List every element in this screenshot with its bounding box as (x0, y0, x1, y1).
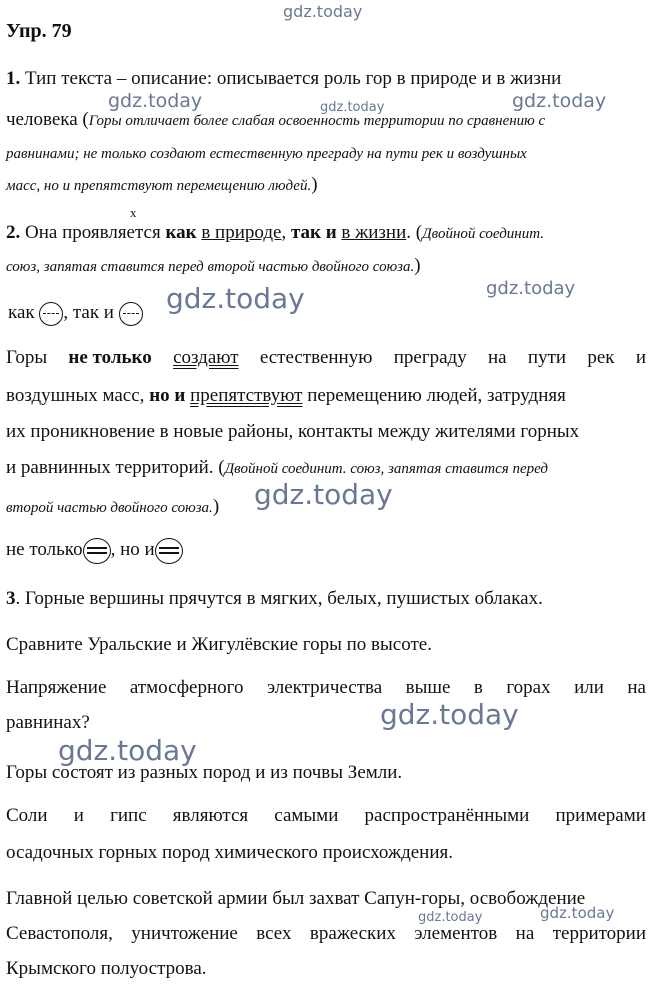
exercise-title: Упр. 79 (6, 20, 72, 42)
section-number: 1. (6, 68, 21, 89)
section-number: 3 (6, 588, 16, 609)
word: являются (172, 805, 249, 826)
text: ) (212, 496, 220, 517)
text: Сравните Уральские и Жигулёвские горы по высоте. (6, 634, 432, 655)
text: Она проявляется (25, 222, 166, 243)
watermark: gdz.today (320, 100, 385, 115)
section-3-sentence-4 (6, 760, 402, 786)
word: гипс (110, 805, 147, 826)
section-1-line-2 (6, 107, 545, 134)
text: равнинах? (6, 712, 90, 733)
watermark: gdz.today (108, 90, 203, 112)
underlined-member: в жизни (341, 222, 407, 243)
text: , (281, 222, 287, 243)
italic-note: масс, но и препятствуют перемещению людей. (6, 178, 312, 194)
section-2b-line-3 (6, 419, 579, 445)
section-3-sentence-3-line-1 (6, 677, 646, 699)
word: и (73, 805, 84, 826)
watermark: gdz.today (512, 90, 607, 112)
section-3-sentence-2 (6, 632, 432, 658)
dashed-circle-icon (119, 302, 143, 326)
watermark: gdz.today (254, 478, 393, 511)
section-2b-line-1 (6, 347, 646, 369)
section-2b-line-5 (6, 494, 219, 521)
section-3-sentence-5-line-1 (6, 805, 646, 827)
predicate: создают (173, 347, 239, 368)
italic-note: равнинами; не только создают естественную преграду на пути рек и воздушных (6, 146, 527, 162)
section-2-line-1 (6, 220, 544, 247)
conjunction: как (165, 222, 197, 243)
italic-note: союз, запятая ставится перед второй частью двойного союза. (6, 259, 415, 275)
word: в (473, 677, 483, 698)
section-3-sentence-6-line-1 (6, 886, 585, 912)
text: пути (527, 347, 567, 368)
double-line-circle-icon (83, 538, 111, 564)
text: Главной целью советской армии был захват Сапун-горы, освобождение (6, 888, 586, 909)
word: территории (552, 923, 646, 944)
text: . ( (406, 222, 423, 243)
word: горах (506, 677, 551, 698)
section-1-line-3 (6, 140, 527, 167)
word: всех (256, 923, 292, 944)
text: и равнинных территорий. ( (6, 457, 225, 478)
word: на (515, 923, 535, 944)
double-line-circle-icon (155, 538, 183, 564)
word: элементов (414, 923, 498, 944)
section-3-sentence-6-line-2 (6, 923, 646, 945)
watermark: gdz.today (540, 904, 615, 922)
watermark: gdz.today (166, 282, 305, 315)
underlined-member: в природе (201, 222, 282, 243)
word: распространёнными (364, 805, 530, 826)
italic-note: второй частью двойного союза. (6, 500, 213, 516)
word: выше (405, 677, 451, 698)
word: уничтожение (131, 923, 238, 944)
text: ) (414, 255, 421, 276)
word: вражеских (309, 923, 396, 944)
text: Тип текста – описание: описывается роль гор в природе и в жизни (25, 68, 562, 89)
scheme-word: , но и (110, 539, 155, 560)
watermark: gdz.today (418, 910, 483, 925)
word: Соли (6, 805, 48, 826)
scheme-1 (8, 300, 143, 326)
text: преграду (393, 347, 467, 368)
watermark: gdz.today (486, 278, 576, 299)
section-1-line-1 (6, 66, 561, 92)
conjunction: так и (290, 222, 337, 243)
scheme-word: не только (6, 539, 83, 560)
predicate: препятствуют (190, 385, 303, 406)
word: атмосферного (129, 677, 244, 698)
text: Горы (6, 347, 48, 368)
text: их проникновение в новые районы, контакты между жителями горных (6, 421, 580, 442)
subject-mark: x (130, 205, 137, 220)
text: перемещению людей, затрудняя (307, 385, 566, 406)
text: и (635, 347, 646, 368)
scheme-word: , так и (63, 302, 114, 323)
text: рек (587, 347, 615, 368)
scheme-word: как (8, 302, 35, 323)
text: Горы состоят из разных пород и из почвы Земли. (6, 762, 403, 783)
watermark-top: gdz.today (283, 2, 363, 21)
word: или (574, 677, 604, 698)
section-3-sentence-3-line-2 (6, 710, 90, 736)
word: Севастополя, (6, 923, 113, 944)
conjunction: но и (149, 385, 186, 406)
word: на (627, 677, 646, 698)
section-2b-line-4 (6, 455, 548, 482)
section-1-line-4 (6, 172, 318, 199)
text: осадочных горных пород химического происхождения. (6, 842, 453, 863)
text: . Горные вершины прячутся в мягких, белых, пушистых облаках. (15, 588, 543, 609)
text: естественную (259, 347, 373, 368)
italic-note: Горы отличает более слабая освоенность территории по сравнению с (88, 113, 546, 129)
watermark: gdz.today (380, 698, 519, 731)
section-2-line-2 (6, 253, 421, 280)
word: Напряжение (6, 677, 107, 698)
text: Крымского полуострова. (6, 958, 207, 979)
text: ) (311, 174, 318, 195)
text: человека ( (6, 109, 89, 130)
word: электричества (266, 677, 383, 698)
watermark: gdz.today (58, 734, 197, 767)
text: на (488, 347, 507, 368)
dashed-circle-icon (39, 302, 63, 326)
word: примерами (555, 805, 646, 826)
italic-note: Двойной соединит. (422, 226, 545, 242)
text: воздушных масс, (6, 385, 145, 406)
section-number: 2. (6, 222, 21, 243)
section-3-sentence-6-line-3 (6, 956, 207, 982)
section-3-sentence-5-line-2 (6, 840, 453, 866)
word: самыми (274, 805, 339, 826)
italic-note: Двойной соединит. союз, запятая ставится перед (224, 461, 549, 477)
conjunction: не только (68, 347, 152, 368)
section-2b-line-2 (6, 383, 566, 409)
scheme-2 (6, 537, 183, 564)
section-3-sentence-1 (6, 586, 543, 612)
